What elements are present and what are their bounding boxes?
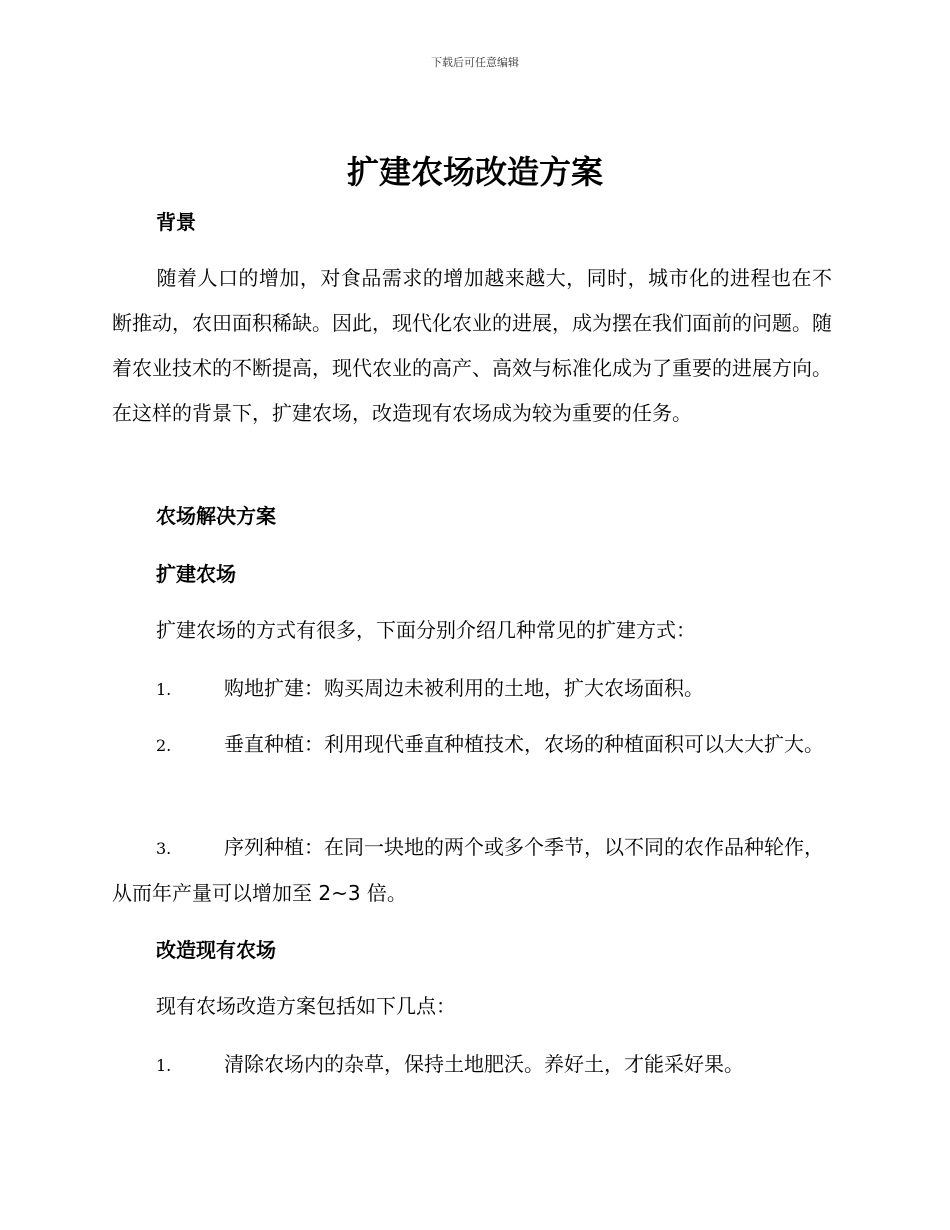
list-item-text: 清除农场内的杂草，保持土地肥沃。养好土，才能采好果。 xyxy=(224,1052,744,1076)
list-item-number: 1. xyxy=(156,1056,172,1075)
list-item xyxy=(112,666,832,712)
list-item-number: 2. xyxy=(156,736,172,755)
document-title: 扩建农场改造方案 xyxy=(346,153,603,191)
paragraph-renovate-intro xyxy=(112,984,832,1029)
page-header-note: 下载后可任意编辑 xyxy=(431,56,519,69)
paragraph-expand-intro-text: 扩建农场的方式有很多，下面分别介绍几种常见的扩建方式： xyxy=(156,618,696,642)
heading-renovate: 改造现有农场 xyxy=(156,938,276,962)
list-item-number: 3. xyxy=(156,839,172,858)
list-item xyxy=(112,825,832,916)
heading-solution: 农场解决方案 xyxy=(156,504,276,528)
paragraph-expand-intro xyxy=(112,608,832,653)
list-item xyxy=(112,722,832,768)
paragraph-renovate-intro-text: 现有农场改造方案包括如下几点： xyxy=(156,994,456,1018)
list-item-text: 序列种植：在同一块地的两个或多个季节，以不同的农作品种轮作，从而年产量可以增加至 2~3 倍。 xyxy=(112,835,824,905)
list-item-number: 1. xyxy=(156,680,172,699)
list-item-text: 购地扩建：购买周边未被利用的土地，扩大农场面积。 xyxy=(224,676,704,700)
heading-background: 背景 xyxy=(156,210,196,234)
paragraph-background xyxy=(112,256,832,436)
paragraph-background-text: 随着人口的增加，对食品需求的增加越来越大，同时，城市化的进程也在不断推动，农田面积稀缺。因此，现代化农业的进展，成为摆在我们面前的问题。随着农业技术的不断提高，现代农业的高产、高效与标准化成为了重要的进展方向。在这样的背景下，扩建农场，改造现有农场成为较为重要的任务。 xyxy=(112,266,832,425)
list-item xyxy=(112,1042,832,1088)
list-item-text: 垂直种植：利用现代垂直种植技术，农场的种植面积可以大大扩大。 xyxy=(224,732,824,756)
heading-expand: 扩建农场 xyxy=(156,562,236,586)
